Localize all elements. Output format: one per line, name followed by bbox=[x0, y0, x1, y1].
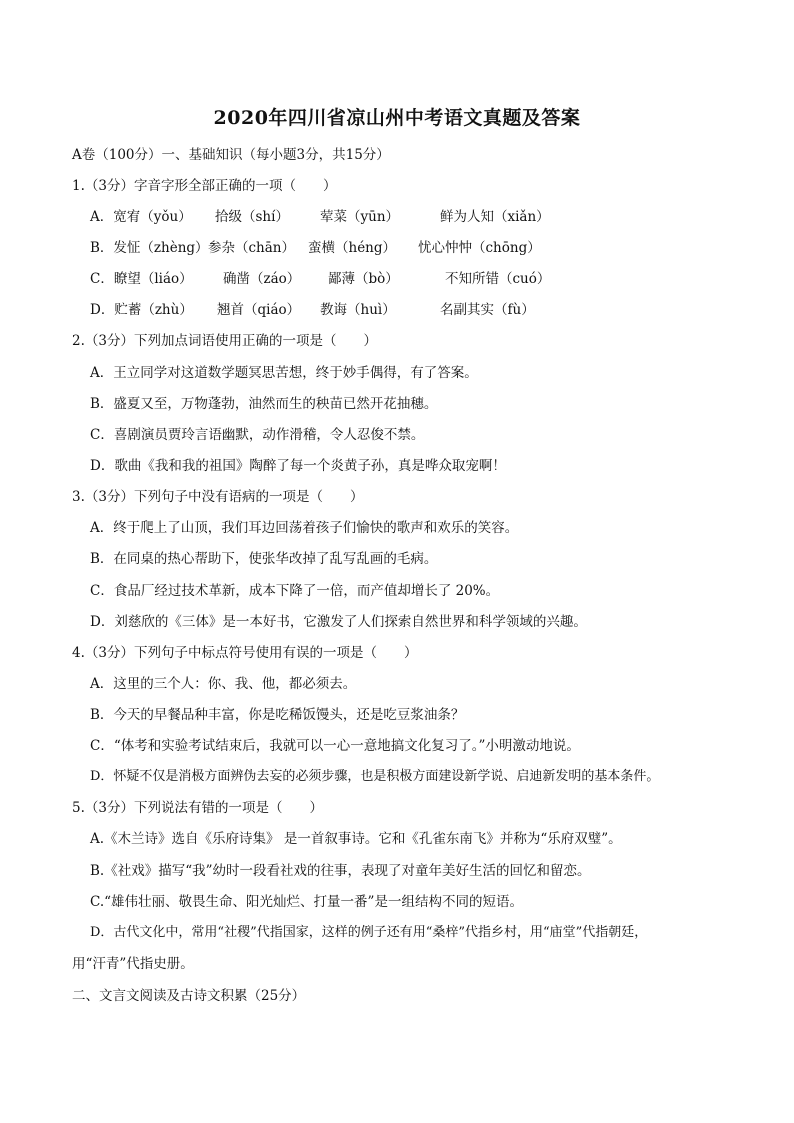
q1-c-word-3: 鄙薄（bò） bbox=[328, 271, 399, 287]
section-a-header: A卷（100分）一、基础知识（每小题3分，共15分） bbox=[72, 147, 390, 163]
q1-c-word-1: C．瞭望（liáo） bbox=[90, 271, 193, 287]
q1-d-word-3: 教诲（huì） bbox=[320, 302, 396, 318]
q4-option-a: A．这里的三个人：你、我、他，都必须去。 bbox=[90, 676, 357, 692]
q4-option-b: B．今天的早餐品种丰富，你是吃稀饭馒头，还是吃豆浆油条？ bbox=[90, 707, 465, 723]
q2-option-a: A．王立同学对这道数学题冥思苦想，终于妙手偶得，有了答案。 bbox=[90, 365, 478, 381]
q1-d-word-4: 名副其实（fù） bbox=[440, 302, 535, 318]
document-title: 2020年四川省凉山州中考语文真题及答案 bbox=[213, 107, 581, 129]
q1-option-c bbox=[90, 269, 740, 289]
q2-option-b: B．盛夏又至，万物蓬勃，油然而生的秧苗已然开花抽穗。 bbox=[90, 396, 438, 412]
q1-b-word-3: 蛮横（héng） bbox=[308, 240, 397, 256]
q2-option-c: C．喜剧演员贾玲言语幽默，动作滑稽，令人忍俊不禁。 bbox=[90, 427, 425, 443]
q5-option-c: C.“雄伟壮丽、敬畏生命、阳光灿烂、打量一番”是一组结构不同的短语。 bbox=[90, 894, 523, 910]
q1-b-word-1: B．发怔（zhèng） bbox=[90, 240, 209, 256]
q1-d-word-1: D．贮蓄（zhù） bbox=[90, 302, 193, 318]
q5-option-d-continuation: 用“汗青”代指史册。 bbox=[72, 956, 194, 972]
q3-option-d: D．刘慈欣的《三体》是一本好书，它激发了人们探索自然世界和科学领域的兴趣。 bbox=[90, 614, 587, 630]
q5-option-d: D．古代文化中，常用“社稷”代指国家，这样的例子还有用“桑梓”代指乡村，用“庙堂”代指朝廷， bbox=[90, 925, 648, 940]
q1-option-b bbox=[90, 238, 740, 258]
q1-a-word-1: A．宽宥（yǒu） bbox=[90, 209, 192, 225]
q1-c-word-4: 不知所错（cuó） bbox=[445, 271, 551, 287]
q1-a-word-3: 荤菜（yūn） bbox=[320, 209, 400, 225]
question-5-stem: 5.（3分）下列说法有错的一项是（ ） bbox=[72, 800, 323, 816]
q1-a-word-4: 鲜为人知（xiǎn） bbox=[440, 209, 550, 225]
question-4-stem: 4.（3分）下列句子中标点符号使用有误的一项是（ ） bbox=[72, 645, 418, 661]
q1-d-word-2: 翘首（qiáo） bbox=[217, 302, 301, 318]
question-3-stem: 3.（3分）下列句子中没有语病的一项是（ ） bbox=[72, 489, 364, 505]
q1-option-d bbox=[90, 300, 740, 320]
q1-b-word-2: 参杂（chān） bbox=[208, 240, 295, 256]
q4-option-d: D．怀疑不仅是消极方面辨伪去妄的必须步骤，也是积极方面建设新学说、启迪新发明的基本条件。 bbox=[90, 769, 660, 784]
q4-option-c: C．“体考和实验考试结束后，我就可以一心一意地搞文化复习了。”小明激动地说。 bbox=[90, 738, 580, 754]
q2-option-d: D．歌曲《我和我的祖国》陶醉了每一个炎黄子孙，真是哗众取宠啊！ bbox=[90, 458, 506, 474]
question-2-stem: 2.（3分）下列加点词语使用正确的一项是（ ） bbox=[72, 333, 377, 349]
q1-option-a bbox=[90, 207, 740, 227]
q5-option-a: A.《木兰诗》选自《乐府诗集》 是一首叙事诗。它和《孔雀东南飞》并称为“乐府双璧”。 bbox=[90, 831, 622, 847]
q1-c-word-2: 确凿（záo） bbox=[223, 271, 301, 287]
q3-option-a: A．终于爬上了山顶，我们耳边回荡着孩子们愉快的歌声和欢乐的笑容。 bbox=[90, 520, 519, 536]
section-b-header: 二、文言文阅读及古诗文积累（25分） bbox=[72, 988, 306, 1004]
q1-a-word-2: 拾级（shí） bbox=[215, 209, 289, 225]
q1-b-word-4: 忧心忡忡（chōng） bbox=[418, 240, 541, 256]
question-1-stem: 1.（3分）字音字形全部正确的一项（ ） bbox=[72, 178, 337, 194]
q3-option-b: B．在同桌的热心帮助下，使张华改掉了乱写乱画的毛病。 bbox=[90, 551, 438, 567]
q3-option-c: C．食品厂经过技术革新，成本下降了一倍，而产值却增长了 20%。 bbox=[90, 583, 500, 599]
q5-option-b: B.《社戏》描写“我”幼时一段看社戏的往事，表现了对童年美好生活的回忆和留恋。 bbox=[90, 863, 591, 879]
